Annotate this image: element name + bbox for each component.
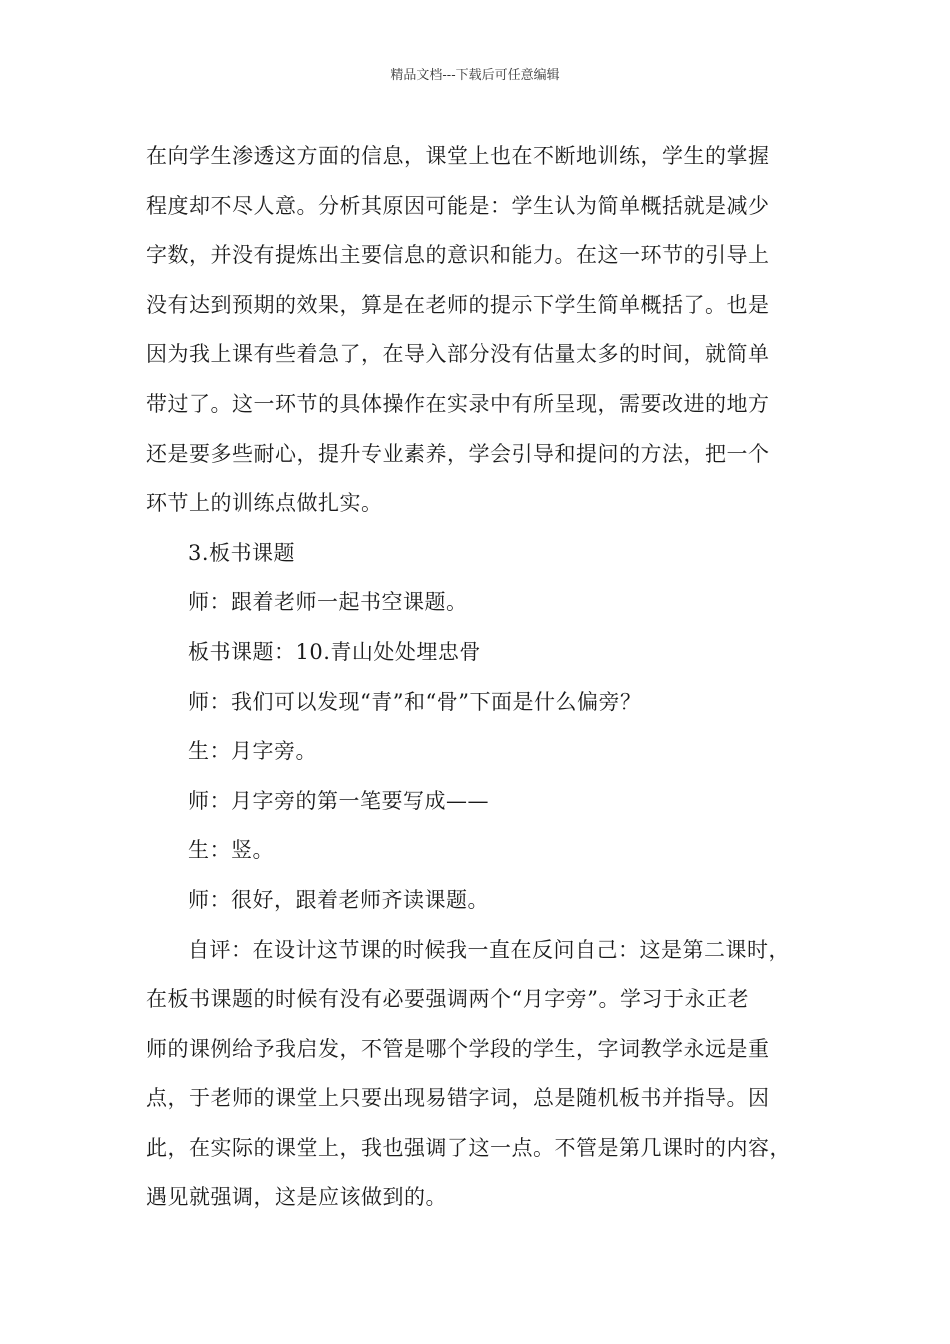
body-line: 带过了。这一环节的具体操作在实录中有所呈现，需要改进的地方 (146, 391, 770, 416)
body-line: 还是要多些耐心，提升专业素养，学会引导和提问的方法，把一个 (146, 441, 770, 466)
body-line: 程度却不尽人意。分析其原因可能是：学生认为简单概括就是减少 (146, 193, 770, 218)
body-line: 自评：在设计这节课的时候我一直在反问自己：这是第二课时， (188, 937, 790, 962)
body-line: 环节上的训练点做扎实。 (146, 491, 383, 516)
dialogue-line: 板书课题：10.青山处处埋忠骨 (188, 639, 481, 664)
section-heading: 3.板书课题 (188, 540, 296, 565)
body-line: 师的课例给予我启发，不管是哪个学段的学生，字词教学永远是重 (146, 1036, 770, 1061)
body-line: 因为我上课有些着急了，在导入部分没有估量太多的时间，就简单 (146, 342, 770, 367)
document-body (146, 132, 810, 1223)
dialogue-line: 师：月字旁的第一笔要写成—— (188, 788, 489, 813)
dialogue-line: 师：跟着老师一起书空课题。 (188, 590, 468, 615)
dialogue-line: 师：我们可以发现“青”和“骨”下面是什么偏旁？ (188, 689, 642, 714)
dialogue-line: 生：月字旁。 (188, 739, 317, 764)
body-line: 没有达到预期的效果，算是在老师的提示下学生简单概括了。也是 (146, 292, 770, 317)
body-line: 点，于老师的课堂上只要出现易错字词，总是随机板书并指导。因 (146, 1086, 770, 1111)
page-header: 精品文档---下载后可任意编辑 (390, 68, 560, 83)
body-line: 遇见就强调，这是应该做到的。 (146, 1185, 447, 1210)
body-line: 在向学生渗透这方面的信息，课堂上也在不断地训练，学生的掌握 (146, 144, 770, 168)
dialogue-line: 生：竖。 (188, 838, 274, 863)
body-line: 在板书课题的时候有没有必要强调两个“月字旁”。学习于永正老 (146, 987, 749, 1012)
dialogue-line: 师：很好，跟着老师齐读课题。 (188, 887, 489, 912)
body-line: 字数，并没有提炼出主要信息的意识和能力。在这一环节的引导上 (146, 243, 770, 268)
body-line: 此，在实际的课堂上，我也强调了这一点。不管是第几课时的内容， (146, 1135, 791, 1160)
